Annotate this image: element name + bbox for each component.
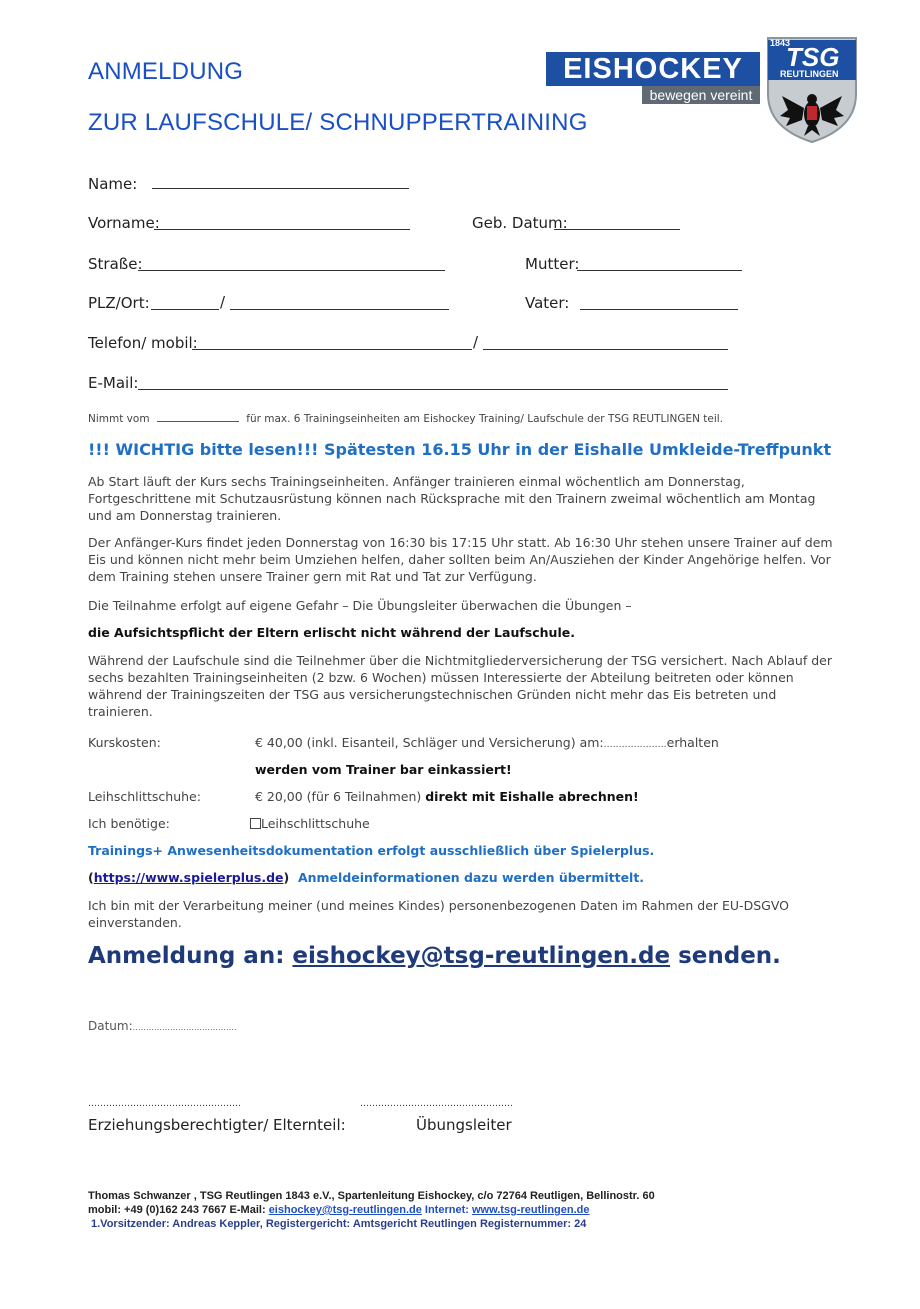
logo-sub-text: bewegen vereint [642, 86, 760, 104]
leih-value [255, 789, 639, 804]
kurs-suffix: erhalten [666, 735, 719, 750]
vorname-field[interactable] [88, 214, 160, 232]
need-option [250, 816, 370, 831]
email-field[interactable] [88, 374, 138, 392]
paragraph-schedule: Der Anfänger-Kurs findet jeden Donnerstag von 16:30 bis 17:15 Uhr statt. Ab 16:30 Uhr stehen unsere Trainer auf dem Eis und können nicht mehr beim Umziehen helfen, daher sollten beim An/Ausziehen der Kinder Angehörige helfen. Vor dem Training stehen unsere Trainer gern mit Rat und Tat zur Verfügung. [88, 535, 833, 584]
footer-contact [88, 1204, 590, 1216]
geb-datum-label: Geb. Datum: [472, 214, 568, 232]
date-blank[interactable] [157, 421, 239, 422]
send-suffix: senden. [678, 943, 781, 969]
plz-ort-field[interactable]: PLZ/Ort: / [88, 294, 150, 312]
footer-internet-label: Internet: [424, 1204, 469, 1216]
footer-address: Thomas Schwanzer , TSG Reutlingen 1843 e.V., Spartenleitung Eishockey, c/o 72764 Reutligen, Bellinostr. 60 [88, 1190, 655, 1202]
mutter-label: Mutter: [525, 255, 580, 273]
leih-price: € 20,00 (für 6 Teilnahmen) [255, 789, 422, 804]
page-title: ANMELDUNG [88, 58, 244, 85]
trainer-label: Übungsleiter [416, 1116, 512, 1134]
leih-label: Leihschlittschuhe: [88, 789, 201, 804]
crest-city: REUTLINGEN [780, 69, 839, 79]
send-prefix: Anmeldung an: [88, 943, 285, 969]
paragraph-insurance: Während der Laufschule sind die Teilnehmer über die Nichtmitgliederversicherung der TSG versichert. Nach Ablauf der sechs bezahlten Trainingseinheiten (2 bzw. 6 Wochen) müssen Interessierte der Abteilung beitreten oder können während der Trainingszeiten der TSG aus versicherungstechnischen Gründen nicht mehr das Eis betreten und trainieren. [88, 653, 832, 719]
spielerplus-note: Trainings+ Anwesenheitsdokumentation erfolgt ausschließlich über Spielerplus. [88, 843, 655, 858]
telefon-label: Telefon/ mobil: [88, 334, 198, 352]
intro-line [88, 413, 723, 425]
name-label: Name: [88, 175, 138, 193]
telefon-field[interactable]: Telefon/ mobil: / [88, 334, 198, 352]
spielerplus-info: Anmeldeinformationen dazu werden übermittelt. [297, 870, 645, 885]
logo-main-text: EISHOCKEY [546, 52, 760, 86]
datum-dots: ………………………………… [132, 1023, 237, 1032]
strasse-field[interactable] [88, 255, 143, 273]
datum-label: Datum: [88, 1019, 133, 1033]
send-email-link[interactable]: eishockey@tsg-reutlingen.de [292, 943, 671, 969]
vater-field[interactable] [525, 294, 569, 312]
kurs-value [255, 735, 719, 750]
name-field[interactable] [88, 175, 137, 193]
leihschlittschuhe-checkbox[interactable] [250, 818, 261, 829]
paren-open: ( [88, 870, 94, 885]
need-label: Ich benötige: [88, 816, 170, 831]
parent-label: Erziehungsberechtigter/ Elternteil: [88, 1116, 346, 1134]
geb-datum-field[interactable] [472, 214, 568, 232]
intro-suffix: für max. 6 Trainingseinheiten am Eishockey Training/ Laufschule der TSG REUTLINGEN teil. [246, 413, 724, 425]
footer-email-link[interactable]: eishockey@tsg-reutlingen.de [268, 1204, 422, 1216]
kurs-price: € 40,00 (inkl. Eisanteil, Schläger und Versicherung) am: [255, 735, 604, 750]
spielerplus-link[interactable]: https://www.spielerplus.de [93, 870, 284, 885]
footer-web-link[interactable]: www.tsg-reutlingen.de [471, 1204, 590, 1216]
footer-register: 1.Vorsitzender: Andreas Keppler, Registergericht: Amtsgericht Reutlingen Registernummer: 24 [91, 1218, 587, 1230]
signature-line-trainer[interactable]: …………………………………………… [360, 1099, 513, 1109]
intro-prefix: Nimmt vom [88, 413, 150, 425]
consent-text: Ich bin mit der Verarbeitung meiner (und meines Kindes) personenbezogenen Daten im Rahmen der EU-DSGVO einverstanden. [88, 898, 789, 930]
page-subtitle: ZUR LAUFSCHULE/ SCHNUPPERTRAINING [88, 109, 588, 136]
need-value: Leihschlittschuhe [261, 816, 370, 831]
paragraph-risk: Die Teilnahme erfolgt auf eigene Gefahr – Die Übungsleiter überwachen die Übungen – [88, 598, 632, 613]
kurs-label: Kurskosten: [88, 735, 161, 750]
kurs-note: werden vom Trainer bar einkassiert! [255, 762, 512, 777]
datum-field[interactable] [88, 1019, 237, 1033]
mutter-field[interactable] [525, 255, 579, 273]
strasse-label: Straße: [88, 255, 143, 273]
eishockey-logo [546, 52, 760, 104]
paren-close: ) [283, 870, 290, 885]
kurs-dots[interactable]: ………………… [603, 740, 667, 750]
footer-contact-prefix: mobil: +49 (0)162 243 7667 E-Mail: [88, 1204, 266, 1216]
email-label: E-Mail: [88, 374, 139, 392]
leih-note: direkt mit Eishalle abrechnen! [425, 789, 639, 804]
vorname-label: Vorname: [88, 214, 160, 232]
paragraph-supervision: die Aufsichtspflicht der Eltern erlischt nicht während der Laufschule. [88, 625, 575, 640]
warning-heading: !!! WICHTIG bitte lesen!!! Spätesten 16.15 Uhr in der Eishalle Umkleide-Treffpunkt [88, 440, 832, 459]
crest-tsg: TSG [786, 42, 840, 72]
send-instruction [88, 943, 781, 969]
vater-label: Vater: [525, 294, 570, 312]
paragraph-course: Ab Start läuft der Kurs sechs Trainingseinheiten. Anfänger trainieren einmal wöchentlich am Donnerstag, Fortgeschrittene mit Schutzausrüstung können nach Rücksprache mit den Trainern zweimal wöchentlich am Montag und am Donnerstag trainieren. [88, 474, 816, 523]
signature-line-parent[interactable]: …………………………………………… [88, 1099, 241, 1109]
spielerplus-link-line [88, 870, 644, 885]
plz-ort-label: PLZ/Ort: [88, 294, 150, 312]
crest-year: 1843 [770, 38, 791, 48]
